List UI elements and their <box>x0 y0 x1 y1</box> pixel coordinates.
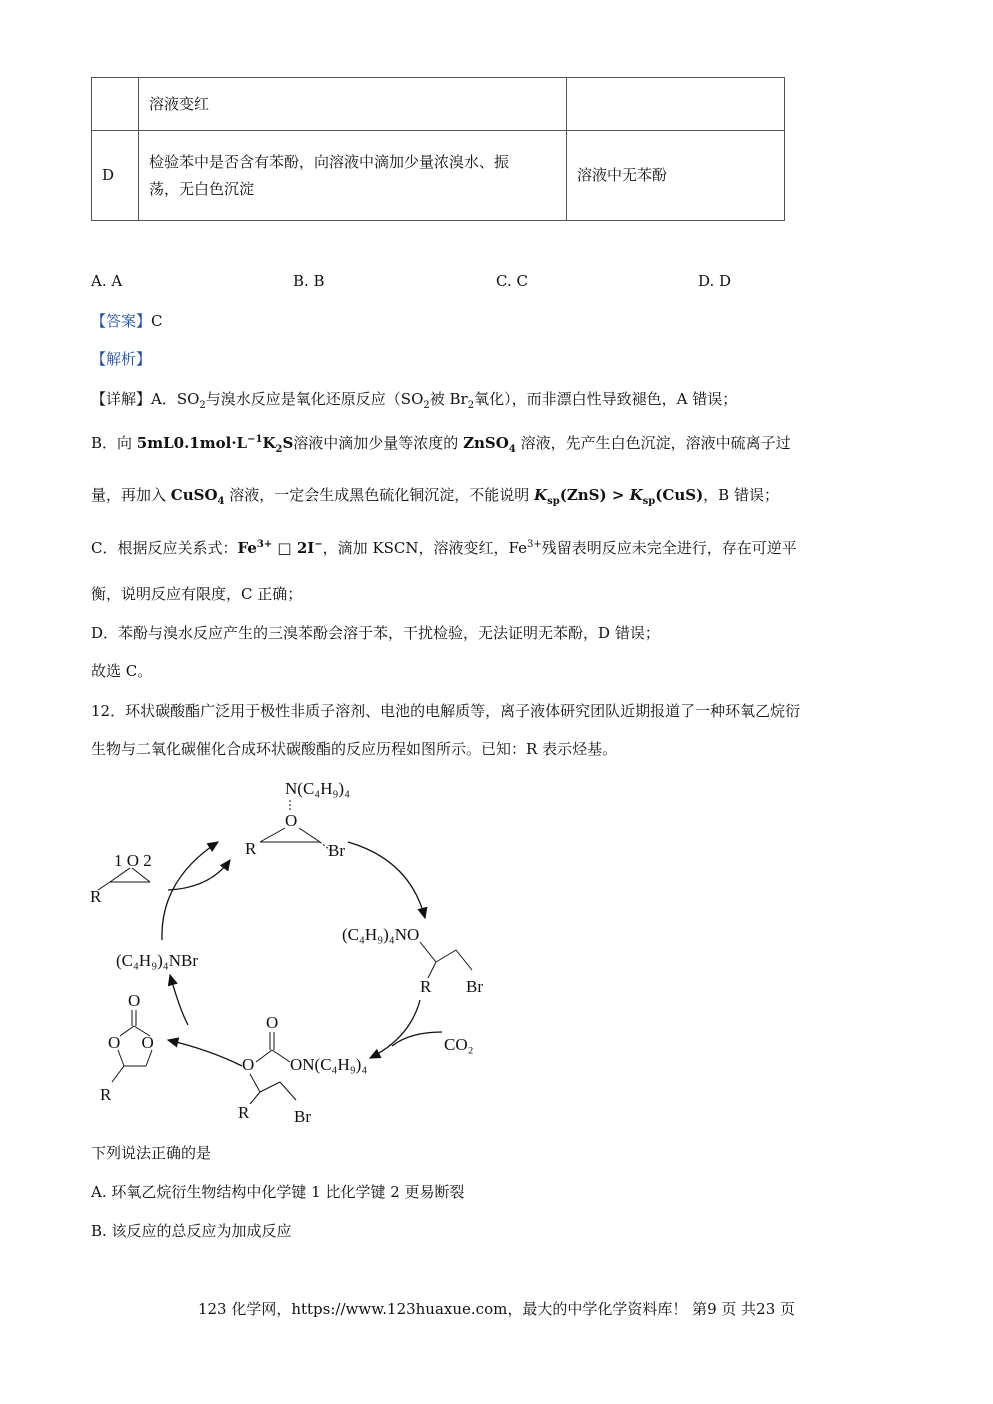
top-group-label: N(C₄H₉)₄ <box>285 779 350 798</box>
bond <box>146 1050 152 1066</box>
arrow <box>370 1000 420 1058</box>
choice-d: D. D <box>698 272 732 290</box>
text: 量，再加入 <box>91 486 171 504</box>
text: 溶液，先产生白色沉淀，溶液中硫离子过 <box>515 434 791 452</box>
table-row <box>92 131 785 221</box>
subscript: 4 <box>508 444 516 455</box>
catalyst-label: (C₄H₉)₄NBr <box>116 951 198 970</box>
page-footer: 123 化学网，https://www.123huaxue.com，最大的中学化学资料库！ 第9 页 共23 页 <box>197 1300 796 1318</box>
superscript: − <box>314 539 323 550</box>
bond <box>250 1074 260 1092</box>
co2-label: CO₂ <box>444 1035 474 1054</box>
bond <box>272 1050 290 1062</box>
answer-line <box>91 310 163 331</box>
text: A．SO <box>151 390 200 408</box>
detail-tag: 【详解】 <box>91 390 152 408</box>
bottom-carbonyl-o: O <box>266 1013 279 1032</box>
q12-option-b: B. 该反应的总反应为加成反应 <box>91 1222 292 1240</box>
bottom-br-label: Br <box>294 1107 311 1126</box>
formula: CuSO <box>170 486 218 504</box>
superscript: 3+ <box>527 539 542 550</box>
subscript: 2 <box>467 400 475 411</box>
formula: (CuS) <box>655 486 704 504</box>
detail-c-line2: 衡，说明反应有限度，C 正确； <box>91 585 303 603</box>
top-oxygen: O <box>285 811 298 830</box>
table-cell: D <box>92 131 139 221</box>
arrow <box>162 842 218 940</box>
formula: K <box>534 486 548 504</box>
arrow <box>170 975 188 1025</box>
product-carbonyl-o: O <box>128 991 141 1010</box>
subscript: 4 <box>217 496 225 507</box>
cell-line: 检验苯中是否含有苯酚，向溶液中滴加少量浓溴水、振 <box>149 153 510 172</box>
text: 氧化），而非漂白性导致褪色，A 错误； <box>474 390 738 408</box>
answer-value: C <box>151 312 163 330</box>
text: C．根据反应关系式： <box>91 539 238 557</box>
formula: K <box>629 486 643 504</box>
epoxide-labels: 1 O 2 <box>114 851 152 870</box>
detail-a <box>91 388 737 411</box>
bond <box>250 1092 260 1104</box>
bottom-ester-o: O <box>242 1055 255 1074</box>
table-cell <box>139 131 567 221</box>
table-cell <box>567 78 785 131</box>
right-group-label: (C₄H₉)₄NO <box>342 925 420 944</box>
formula: Fe <box>237 539 257 557</box>
choice-c: C. C <box>496 272 528 290</box>
detail-b-line2 <box>91 484 779 507</box>
text: B．向 <box>91 434 137 452</box>
text: 溶液，一定会生成黑色硫化铜沉淀，不能说明 <box>224 486 535 504</box>
analysis-line <box>91 348 151 369</box>
subscript: sp <box>547 496 560 507</box>
table-row <box>92 78 785 131</box>
subscript: 2 <box>199 400 206 411</box>
bond <box>436 950 456 962</box>
text: ，B 错误； <box>703 486 779 504</box>
q12-prompt: 下列说法正确的是 <box>91 1144 212 1162</box>
text: ，滴加 KSCN，溶液变红，Fe <box>322 539 527 557</box>
subscript: sp <box>642 496 656 507</box>
text: 残留表明反应未完全进行，存在可逆平 <box>541 539 797 557</box>
choice-a: A. A <box>91 272 123 290</box>
q12-line2: 生物与二氧化碳催化合成环状碳酸酯的反应历程如图所示。已知：R 表示烃基。 <box>91 740 618 758</box>
bond <box>110 868 130 882</box>
text: 与溴水反应是氧化还原反应（SO <box>205 390 424 408</box>
product-r-label: R <box>100 1085 112 1104</box>
bottom-r-label: R <box>238 1103 250 1122</box>
text: 溶液中滴加少量等浓度的 <box>293 434 464 452</box>
top-r-label: R <box>245 839 257 858</box>
choice-b: B. B <box>293 272 325 290</box>
detail-c-line1 <box>91 537 797 558</box>
bond <box>260 828 285 842</box>
table-cell: 溶液中无苯酚 <box>567 131 785 221</box>
answer-tag: 【答案】 <box>91 312 152 330</box>
bond <box>118 1050 124 1066</box>
text: 被 Br <box>429 390 468 408</box>
q12-line1: 12．环状碳酸酯广泛用于极性非质子溶剂、电池的电解质等，离子液体研究团队近期报道了一种环氧乙烷衍 <box>91 702 801 720</box>
bond <box>428 962 436 978</box>
formula: ZnSO <box>463 434 509 452</box>
top-br-label: Br <box>328 841 345 860</box>
detail-b-line1 <box>91 432 791 455</box>
bond <box>132 868 150 882</box>
epoxide-r-label: R <box>90 887 102 906</box>
subscript: 2 <box>275 444 283 455</box>
arrow-branch <box>392 1032 442 1046</box>
analysis-tag: 【解析】 <box>91 350 152 368</box>
formula: S <box>282 434 294 452</box>
formula: (ZnS) > <box>559 486 630 504</box>
formula: 5mL0.1mol·L <box>136 434 248 452</box>
arrow <box>168 860 230 890</box>
bond <box>456 950 472 970</box>
table-cell <box>92 78 139 131</box>
product-ring-o: O O <box>108 1033 154 1052</box>
bond <box>420 942 436 962</box>
formula: □ 2I <box>272 539 315 557</box>
detail-d: D．苯酚与溴水反应产生的三溴苯酚会溶于苯，干扰检验，无法证明无苯酚，D 错误； <box>91 624 660 642</box>
q12-option-a: A. 环氧乙烷衍生物结构中化学键 1 比化学键 2 更易断裂 <box>91 1183 465 1201</box>
bond <box>280 1082 296 1100</box>
right-r-label: R <box>420 977 432 996</box>
bond <box>299 828 320 842</box>
arrow <box>168 1040 242 1066</box>
superscript: −1 <box>247 434 263 445</box>
arrow <box>348 842 425 918</box>
bond <box>256 1050 272 1062</box>
right-br-label: Br <box>466 977 483 996</box>
conclusion: 故选 C。 <box>91 662 153 680</box>
bond <box>260 1082 280 1092</box>
cell-line: 荡，无白色沉淀 <box>149 179 255 198</box>
bond <box>112 1066 124 1082</box>
options-table <box>91 77 785 221</box>
reaction-cycle-diagram <box>80 770 520 1130</box>
formula: K <box>262 434 276 452</box>
subscript: 2 <box>423 400 430 411</box>
table-cell: 溶液变红 <box>139 78 567 131</box>
bottom-group-label: ON(C₄H₉)₄ <box>290 1055 368 1074</box>
superscript: 3+ <box>256 539 273 550</box>
